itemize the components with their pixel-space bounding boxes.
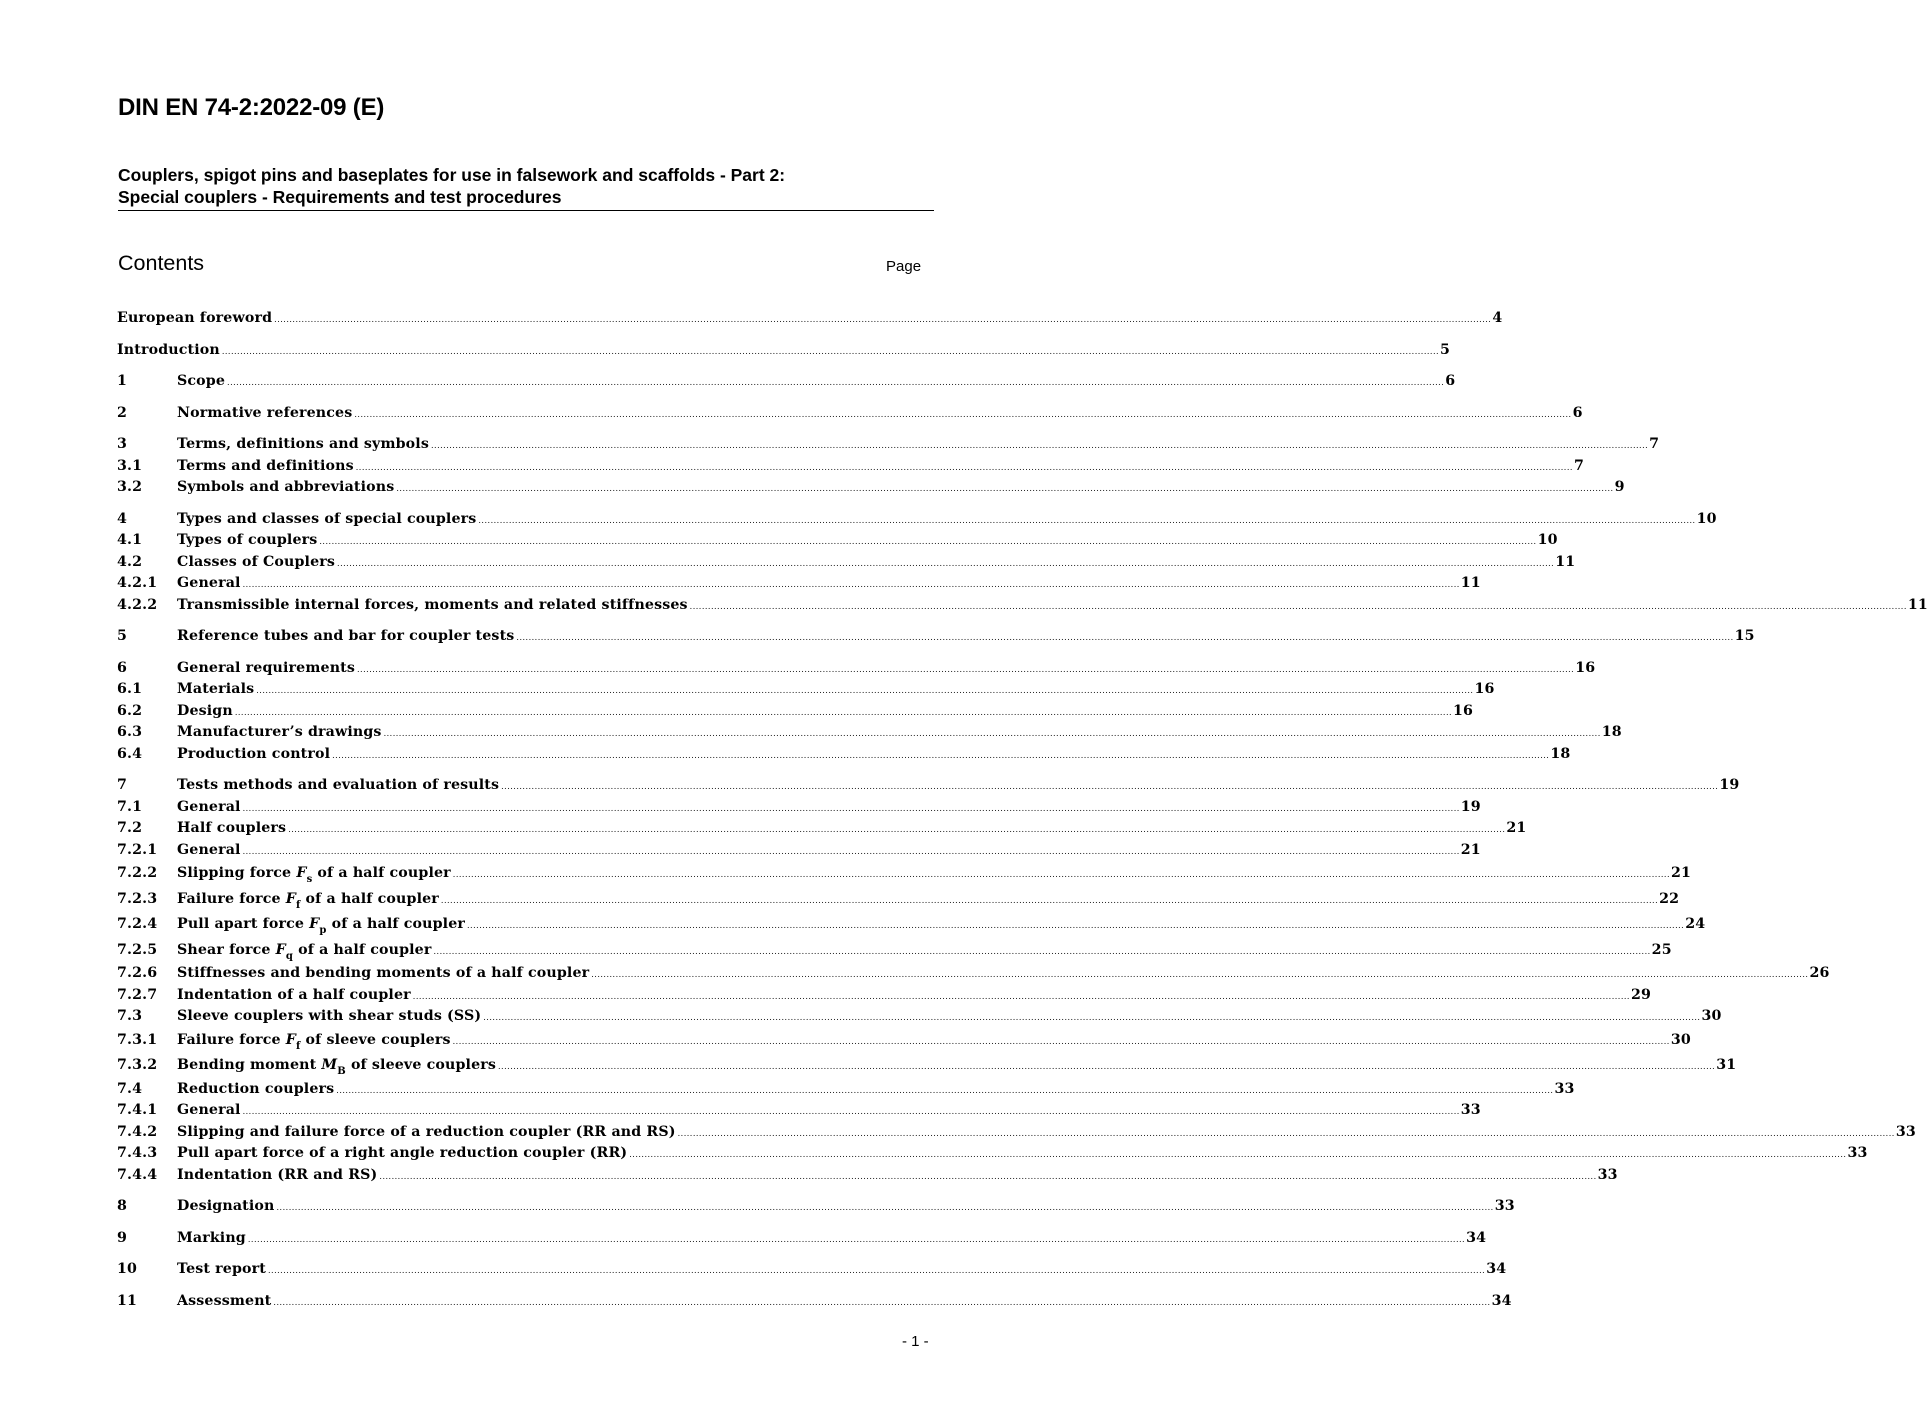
page-number: - 1 - (902, 1333, 929, 1350)
toc-entry-title-rest: of sleeve couplers (345, 1057, 497, 1073)
toc-entry-number: 7.4.3 (117, 1145, 158, 1161)
document-subtitle (118, 164, 928, 208)
toc-leader-dots: ................................................................................................................................................................................................................................................................................................................................................................................................................ (242, 846, 1460, 856)
toc-entry-number: 4.2.1 (117, 575, 158, 591)
toc-entry-page: 16 (1453, 702, 1474, 719)
toc-entry-title: Tests methods and evaluation of results (177, 777, 500, 793)
toc-entry-title: Assessment (177, 1292, 272, 1309)
toc-entry-page: 30 (1701, 1008, 1722, 1024)
toc-leader-dots: ................................................................................................................................................................................................................................................................................................................................................................................................................ (319, 537, 1537, 546)
title-divider (118, 210, 934, 211)
toc-entry[interactable] (117, 308, 1503, 330)
toc-entry-page: 31 (1716, 1057, 1737, 1073)
toc-entry-title: Symbols and abbreviations (177, 479, 395, 495)
toc-entry-symbol-subscript: B (337, 1066, 346, 1077)
toc-entry-number: 3.2 (117, 479, 143, 495)
toc-entry-page: 6 (1572, 404, 1583, 421)
toc-entry-number: 7.2.4 (117, 916, 158, 932)
toc-entry[interactable] (117, 552, 1576, 574)
toc-entry-symbol: F (296, 865, 307, 881)
toc-entry-title: General (177, 841, 241, 858)
toc-entry-title: Reduction couplers (177, 1080, 335, 1097)
toc-entry-title: Types and classes of special couplers (177, 510, 477, 527)
toc-entry-page: 18 (1550, 745, 1571, 762)
toc-entry-title-rest: of sleeve couplers (300, 1031, 451, 1048)
toc-leader-dots: ................................................................................................................................................................................................................................................................................................................................................................................................................ (336, 1085, 1554, 1095)
document-title: DIN EN 74-2:2022-09 (E) (118, 94, 385, 121)
toc-leader-dots: ................................................................................................................................................................................................................................................................................................................................................................................................................ (273, 1297, 1491, 1307)
toc-entry[interactable] (117, 1259, 1507, 1281)
toc-entry[interactable] (117, 797, 1481, 819)
toc-leader-dots: ................................................................................................................................................................................................................................................................................................................................................................................................................ (478, 515, 1696, 525)
toc-entry-page: 33 (1554, 1080, 1575, 1097)
toc-leader-dots: ................................................................................................................................................................................................................................................................................................................................................................................................................ (452, 1036, 1670, 1046)
toc-entry-title (177, 1028, 451, 1055)
toc-entry-number: 7.4 (117, 1080, 143, 1097)
toc-entry-page: 33 (1460, 1102, 1481, 1118)
toc-entry-title: Materials (177, 681, 255, 697)
toc-entry[interactable] (117, 887, 1680, 913)
toc-entry-page: 10 (1537, 532, 1558, 548)
toc-leader-dots: ................................................................................................................................................................................................................................................................................................................................................................................................................ (440, 895, 1659, 905)
toc-leader-dots: ................................................................................................................................................................................................................................................................................................................................................................................................................ (227, 378, 1445, 387)
toc-leader-dots: ................................................................................................................................................................................................................................................................................................................................................................................................................ (274, 315, 1492, 324)
subtitle-line-2: Special couplers - Requirements and test procedures (118, 187, 562, 207)
toc-entry-title-text: Bending moment (177, 1057, 322, 1073)
toc-entry-number: 6.1 (117, 681, 143, 697)
toc-entry-title (177, 861, 451, 888)
toc-entry[interactable] (117, 340, 1451, 362)
toc-entry[interactable] (117, 1196, 1515, 1218)
toc-leader-dots: ................................................................................................................................................................................................................................................................................................................................................................................................................ (221, 346, 1440, 356)
toc-entry[interactable] (117, 963, 1830, 985)
toc-entry-page: 33 (1895, 1123, 1916, 1140)
toc-entry-title-rest: of a half coupler (293, 941, 432, 958)
toc-entry-title: Terms, definitions and symbols (177, 436, 429, 452)
toc-entry[interactable] (117, 1053, 1737, 1079)
toc-entry-number: 7 (117, 777, 128, 793)
toc-entry-number: 7.2.5 (117, 941, 158, 958)
toc-entry-symbol: F (309, 916, 320, 932)
toc-leader-dots: ................................................................................................................................................................................................................................................................................................................................................................................................................ (337, 558, 1555, 568)
toc-entry-page: 19 (1719, 777, 1740, 793)
toc-entry[interactable] (117, 818, 1527, 840)
toc-entry-title: Reference tubes and bar for coupler tests (177, 628, 515, 644)
toc-entry-number: 7.2.1 (117, 841, 158, 858)
toc-entry-number: 6.3 (117, 724, 143, 740)
toc-leader-dots: ................................................................................................................................................................................................................................................................................................................................................................................................................ (288, 825, 1506, 834)
toc-entry-number: 8 (117, 1198, 128, 1214)
toc-leader-dots: ................................................................................................................................................................................................................................................................................................................................................................................................................ (276, 1203, 1494, 1212)
toc-entry-title: Stiffnesses and bending moments of a half coupler (177, 965, 590, 981)
toc-entry[interactable] (117, 1100, 1481, 1122)
toc-entry[interactable] (117, 1291, 1512, 1313)
toc-entry-number: 5 (117, 628, 128, 644)
toc-entry[interactable] (117, 626, 1755, 648)
toc-entry-number: 7.4.4 (117, 1166, 158, 1183)
toc-entry[interactable] (117, 1122, 1916, 1144)
toc-entry-title: General (177, 1102, 241, 1118)
toc-entry-page: 22 (1659, 890, 1680, 907)
toc-entry-number: 7.2.6 (117, 965, 158, 981)
toc-entry-page: 7 (1573, 457, 1584, 474)
toc-entry[interactable] (117, 1006, 1722, 1028)
toc-entry-title: Scope (177, 373, 226, 389)
toc-entry[interactable] (117, 1079, 1575, 1101)
toc-leader-dots: ................................................................................................................................................................................................................................................................................................................................................................................................................ (332, 750, 1550, 760)
toc-entry-title: Test report (177, 1261, 266, 1277)
toc-entry-number: 9 (117, 1229, 128, 1246)
toc-leader-dots: ................................................................................................................................................................................................................................................................................................................................................................................................................ (379, 1171, 1597, 1181)
toc-entry[interactable] (117, 530, 1558, 552)
toc-entry-page: 34 (1486, 1261, 1507, 1277)
toc-entry-title: Normative references (177, 404, 353, 421)
toc-leader-dots: ................................................................................................................................................................................................................................................................................................................................................................................................................ (430, 441, 1649, 450)
toc-entry-title-rest: of a half coupler (312, 865, 451, 881)
toc-entry-number: 2 (117, 404, 128, 421)
toc-entry-page: 21 (1670, 865, 1692, 881)
toc-entry[interactable] (117, 509, 1717, 531)
page-column-heading: Page (886, 258, 922, 275)
toc-entry-number: 11 (117, 1292, 138, 1309)
toc-entry-title: General (177, 575, 241, 591)
toc-entry-title: Slipping and failure force of a reduction coupler (RR and RS) (177, 1123, 676, 1140)
toc-entry-title: Marking (177, 1229, 246, 1246)
toc-entry-page: 16 (1474, 681, 1495, 697)
toc-entry-page: 24 (1685, 916, 1706, 932)
toc-entry-title: Indentation (RR and RS) (177, 1166, 378, 1183)
toc-entry[interactable] (117, 1165, 1618, 1187)
toc-leader-dots: ................................................................................................................................................................................................................................................................................................................................................................................................................ (591, 970, 1809, 979)
toc-entry-title (177, 887, 439, 914)
toc-entry-title: Design (177, 702, 233, 719)
toc-entry[interactable] (117, 477, 1625, 499)
toc-entry-number: 3 (117, 436, 128, 452)
toc-entry-page: 16 (1575, 659, 1596, 676)
toc-entry-page: 30 (1670, 1031, 1691, 1048)
toc-entry-page: 4 (1492, 310, 1503, 326)
toc-entry[interactable] (117, 938, 1672, 964)
toc-leader-dots: ................................................................................................................................................................................................................................................................................................................................................................................................................ (396, 484, 1614, 493)
toc-entry-title: Introduction (117, 341, 220, 358)
toc-entry-title: Types of couplers (177, 532, 318, 548)
toc-entry-title: Sleeve couplers with shear studs (SS) (177, 1008, 482, 1024)
toc-leader-dots: ................................................................................................................................................................................................................................................................................................................................................................................................................ (516, 633, 1734, 642)
toc-entry-number: 7.2.3 (117, 890, 158, 907)
toc-leader-dots: ................................................................................................................................................................................................................................................................................................................................................................................................................ (355, 462, 1573, 472)
toc-leader-dots: ................................................................................................................................................................................................................................................................................................................................................................................................................ (247, 1234, 1466, 1244)
toc-entry-title: Transmissible internal forces, moments and related stiffnesses (177, 596, 688, 613)
toc-entry-title: European foreword (117, 310, 273, 326)
toc-entry-title-text: Shear force (177, 941, 276, 958)
toc-entry-title: Indentation of a half coupler (177, 986, 411, 1003)
toc-entry-title: General (177, 798, 241, 815)
toc-entry[interactable] (117, 840, 1481, 862)
toc-entry-number: 7.3.2 (117, 1057, 158, 1073)
toc-entry-page: 21 (1506, 820, 1527, 836)
toc-entry-page: 29 (1630, 986, 1652, 1003)
toc-leader-dots: ................................................................................................................................................................................................................................................................................................................................................................................................................ (467, 921, 1685, 930)
toc-entry-symbol-subscript: p (319, 925, 327, 936)
toc-leader-dots: ................................................................................................................................................................................................................................................................................................................................................................................................................ (501, 782, 1719, 791)
toc-entry-number: 7.2 (117, 820, 143, 836)
toc-entry-title (177, 1053, 496, 1080)
toc-entry-page: 9 (1614, 479, 1625, 495)
toc-leader-dots: ................................................................................................................................................................................................................................................................................................................................................................................................................ (433, 946, 1651, 956)
toc-entry-number: 7.2.2 (117, 865, 158, 881)
table-of-contents (117, 300, 1928, 1312)
toc-entry-title: General requirements (177, 659, 356, 676)
toc-entry-number: 4.2 (117, 553, 143, 570)
toc-entry-number: 6.4 (117, 745, 143, 762)
toc-entry-page: 11 (1460, 575, 1481, 591)
toc-entry[interactable] (117, 434, 1660, 456)
toc-entry[interactable] (117, 985, 1652, 1007)
toc-leader-dots: ................................................................................................................................................................................................................................................................................................................................................................................................................ (242, 1107, 1460, 1116)
toc-leader-dots: ................................................................................................................................................................................................................................................................................................................................................................................................................ (383, 729, 1601, 738)
toc-entry-page: 5 (1440, 341, 1451, 358)
toc-entry-title (177, 938, 431, 965)
toc-entry-number: 6.2 (117, 702, 143, 719)
toc-entry-number: 7.4.2 (117, 1123, 158, 1140)
toc-entry-title-text: Failure force (177, 890, 286, 907)
toc-leader-dots: ................................................................................................................................................................................................................................................................................................................................................................................................................ (689, 601, 1907, 611)
toc-entry[interactable] (117, 744, 1571, 766)
toc-entry-title-rest: of a half coupler (326, 916, 466, 932)
toc-leader-dots: ................................................................................................................................................................................................................................................................................................................................................................................................................ (242, 803, 1460, 813)
toc-entry[interactable] (117, 595, 1928, 617)
toc-entry-symbol: F (285, 1031, 297, 1048)
toc-entry-title: Designation (177, 1198, 275, 1214)
toc-entry-title-text: Pull apart force (177, 916, 310, 932)
toc-entry-symbol-subscript: q (285, 950, 294, 962)
toc-entry-title: Half couplers (177, 820, 287, 836)
toc-entry-number: 4.1 (117, 532, 143, 548)
toc-entry-symbol: F (275, 941, 286, 958)
toc-entry[interactable] (117, 1028, 1691, 1054)
toc-entry-page: 7 (1649, 436, 1660, 452)
toc-entry-page: 33 (1494, 1198, 1515, 1214)
toc-entry[interactable] (117, 456, 1584, 478)
toc-entry-title-text: Slipping force (177, 865, 297, 881)
toc-entry-number: 7.3.1 (117, 1031, 158, 1048)
toc-entry-symbol: M (321, 1057, 338, 1073)
toc-entry-number: 4 (117, 510, 128, 527)
toc-leader-dots: ................................................................................................................................................................................................................................................................................................................................................................................................................ (629, 1150, 1847, 1159)
toc-entry-page: 21 (1460, 841, 1481, 858)
toc-leader-dots: ................................................................................................................................................................................................................................................................................................................................................................................................................ (268, 1266, 1486, 1275)
toc-entry[interactable] (117, 861, 1692, 887)
toc-leader-dots: ................................................................................................................................................................................................................................................................................................................................................................................................................ (483, 1013, 1701, 1022)
toc-entry-page: 25 (1651, 941, 1672, 958)
toc-entry[interactable] (117, 679, 1495, 701)
toc-leader-dots: ................................................................................................................................................................................................................................................................................................................................................................................................................ (677, 1128, 1895, 1138)
toc-entry[interactable] (117, 1228, 1487, 1250)
toc-entry[interactable] (117, 371, 1456, 393)
toc-leader-dots: ................................................................................................................................................................................................................................................................................................................................................................................................................ (498, 1062, 1716, 1071)
toc-entry-title-text: Failure force (177, 1031, 286, 1048)
toc-entry-page: 6 (1445, 373, 1456, 389)
toc-entry-page: 34 (1491, 1292, 1512, 1309)
toc-leader-dots: ................................................................................................................................................................................................................................................................................................................................................................................................................ (256, 686, 1474, 695)
toc-entry-page: 34 (1466, 1229, 1487, 1246)
toc-entry-symbol-subscript: f (296, 899, 301, 911)
toc-entry[interactable] (117, 1143, 1868, 1165)
toc-entry-page: 11 (1907, 596, 1928, 613)
toc-entry[interactable] (117, 722, 1622, 744)
toc-entry-number: 7.1 (117, 798, 143, 815)
toc-entry-title: Classes of Couplers (177, 553, 336, 570)
toc-entry-page: 15 (1734, 628, 1755, 644)
toc-entry-symbol: F (285, 890, 297, 907)
toc-entry[interactable] (117, 573, 1481, 595)
toc-entry-page: 33 (1847, 1145, 1868, 1161)
subtitle-line-1: Couplers, spigot pins and baseplates for use in falsework and scaffolds - Part 2: (118, 165, 786, 185)
toc-leader-dots: ................................................................................................................................................................................................................................................................................................................................................................................................................ (354, 409, 1572, 419)
toc-entry[interactable] (117, 403, 1583, 425)
toc-leader-dots: ................................................................................................................................................................................................................................................................................................................................................................................................................ (452, 870, 1670, 879)
toc-entry[interactable] (117, 912, 1706, 938)
toc-leader-dots: ................................................................................................................................................................................................................................................................................................................................................................................................................ (234, 707, 1453, 717)
toc-entry-number: 7.4.1 (117, 1102, 158, 1118)
toc-entry-number: 10 (117, 1261, 138, 1277)
toc-leader-dots: ................................................................................................................................................................................................................................................................................................................................................................................................................ (242, 580, 1460, 589)
toc-entry-page: 33 (1597, 1166, 1618, 1183)
toc-entry-title-rest: of a half coupler (300, 890, 439, 907)
toc-entry-page: 26 (1809, 965, 1830, 981)
toc-entry-number: 4.2.2 (117, 596, 158, 613)
toc-entry-title: Terms and definitions (177, 457, 354, 474)
toc-entry-symbol-subscript: s (306, 874, 313, 885)
toc-entry[interactable] (117, 701, 1474, 723)
toc-entry-title: Manufacturer’s drawings (177, 724, 382, 740)
toc-entry-number: 6 (117, 659, 128, 676)
toc-entry[interactable] (117, 658, 1596, 680)
toc-entry-title (177, 912, 465, 939)
toc-entry-title: Production control (177, 745, 331, 762)
toc-entry-title: Pull apart force of a right angle reduction coupler (RR) (177, 1145, 628, 1161)
toc-entry-symbol-subscript: f (296, 1040, 301, 1052)
contents-heading: Contents (118, 251, 205, 275)
toc-entry-number: 7.3 (117, 1008, 143, 1024)
toc-entry-page: 10 (1696, 510, 1717, 527)
toc-entry-number: 7.2.7 (117, 986, 158, 1003)
toc-entry-number: 3.1 (117, 457, 143, 474)
toc-leader-dots: ................................................................................................................................................................................................................................................................................................................................................................................................................ (357, 664, 1575, 674)
toc-entry-page: 18 (1601, 724, 1622, 740)
toc-entry[interactable] (117, 775, 1740, 797)
toc-entry-page: 19 (1460, 798, 1481, 815)
toc-leader-dots: ................................................................................................................................................................................................................................................................................................................................................................................................................ (412, 991, 1630, 1001)
toc-entry-number: 1 (117, 373, 128, 389)
toc-entry-page: 11 (1555, 553, 1576, 570)
